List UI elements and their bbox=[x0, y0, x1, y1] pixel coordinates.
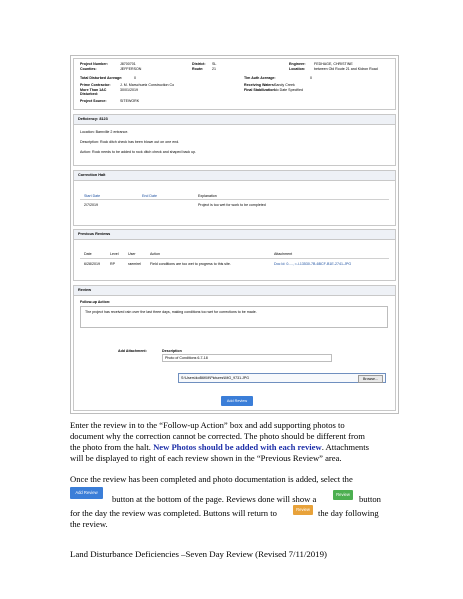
counties-value: JEFFERSON bbox=[120, 67, 142, 71]
tim-auth-value: 0 bbox=[310, 76, 312, 80]
file-input[interactable] bbox=[178, 373, 386, 383]
prev-col-attachment: Attachment bbox=[274, 252, 293, 256]
district-value: SL bbox=[212, 62, 217, 66]
file-path: S:\Users\koB6KM\Pictures\IMG_9731.JPG bbox=[181, 376, 250, 380]
instruction-line-7b: the day following bbox=[318, 508, 379, 518]
receiving-waters-value: Sandy Creek bbox=[274, 83, 295, 87]
followup-text: The project has received rain over the last three days, making conditions too wet for corrections to be made. bbox=[85, 310, 257, 314]
engineer-value: FEDHAGE, CHRISTINE bbox=[314, 62, 353, 66]
project-source-label: Project Source: bbox=[80, 99, 107, 103]
description-input[interactable] bbox=[162, 354, 332, 362]
prev-divider bbox=[80, 258, 389, 259]
more-than-value: 30/01/2019 bbox=[120, 88, 138, 92]
halt-col-start[interactable]: Start Date bbox=[84, 194, 101, 198]
tim-auth-label: Tim Auth Acreage: bbox=[244, 76, 276, 80]
instruction-line-6b: button bbox=[359, 494, 381, 504]
instruction-line-1: Enter the review in to the “Follow-up Action” box and add supporting photos to bbox=[70, 420, 345, 430]
receiving-waters-label: Receiving Waters: bbox=[244, 83, 276, 87]
correction-halt-panel bbox=[73, 170, 396, 226]
previous-reviews-heading: Previous Reviews bbox=[78, 232, 111, 236]
followup-textarea[interactable] bbox=[80, 306, 388, 328]
prev-col-action: Action bbox=[150, 252, 160, 256]
district-label: District: bbox=[192, 62, 206, 66]
example-review-orange-button bbox=[293, 505, 313, 515]
deficiency-location: Location: Barnville 2 entrance. bbox=[80, 130, 129, 134]
page-footer: Land Disturbance Deficiencies –Seven Day Review (Revised 7/11/2019) bbox=[70, 549, 327, 559]
deficiency-description: Description: Rock ditch check has been blown out on one end. bbox=[80, 140, 180, 144]
inspection-screenshot bbox=[70, 55, 399, 414]
engineer-label: Engineer: bbox=[289, 62, 306, 66]
description-value: Photo of Conditions 6-7-18 bbox=[165, 356, 208, 360]
route-value: 21 bbox=[212, 67, 216, 71]
review-heading: Review bbox=[78, 288, 92, 292]
location-value: between Old Route 21 and Kidron Road bbox=[314, 67, 378, 71]
prime-contractor-label: Prime Contractor: bbox=[80, 83, 111, 87]
location-label: Location: bbox=[289, 67, 306, 71]
add-review-button[interactable] bbox=[221, 396, 253, 406]
halt-explanation: Project is too wet for work to be completed bbox=[198, 203, 266, 207]
instruction-line-3 bbox=[70, 442, 369, 453]
instruction-line-3a: the photo from the halt. bbox=[70, 442, 154, 452]
total-disturbed-label: Total Disturbed Acreage: bbox=[80, 76, 123, 80]
counties-label: Counties: bbox=[80, 67, 97, 71]
route-label: Route: bbox=[192, 67, 204, 71]
instruction-line-3c: . Attachments bbox=[321, 442, 369, 452]
prev-date: 6/28/2019 bbox=[84, 262, 100, 266]
add-attachment-label: Add Attachment: bbox=[118, 349, 147, 353]
halt-col-end[interactable]: End Date bbox=[142, 194, 157, 198]
final-stab-value: No Date Specified bbox=[274, 88, 303, 92]
deficiency-action: Action: Rock needs to be added to rock ditch check and shaped back up. bbox=[80, 150, 197, 154]
halt-start-date: 2/7/2019 bbox=[84, 203, 98, 207]
instruction-emphasis: New Photos should be added with each review bbox=[153, 442, 322, 452]
prev-col-user: User bbox=[128, 252, 136, 256]
deficiency-header bbox=[74, 115, 395, 125]
add-review-label: Add Review bbox=[226, 399, 248, 403]
previous-reviews-header bbox=[74, 230, 395, 240]
example-review-orange-label: Review bbox=[296, 507, 310, 512]
correction-halt-heading: Correction Halt bbox=[78, 173, 106, 177]
prime-contractor-value: J. M. Marschuetz Construction Co bbox=[120, 83, 175, 87]
review-header bbox=[74, 286, 395, 296]
instruction-line-2: document why the correction cannot be corrected. The photo should be different from bbox=[70, 431, 365, 441]
previous-reviews-panel bbox=[73, 229, 396, 281]
instruction-line-7a: for the day the review was completed. Buttons will return to bbox=[70, 508, 277, 518]
instruction-line-8: the review. bbox=[70, 519, 108, 529]
project-number-value: J8700701 bbox=[120, 62, 136, 66]
prev-level: RP bbox=[110, 262, 115, 266]
example-add-review-button bbox=[70, 487, 103, 499]
deficiency-heading: Deficiency: 8123 bbox=[78, 117, 108, 121]
prev-col-level: Level bbox=[110, 252, 119, 256]
instruction-line-4: will be displayed to right of each review shown in the “Previous Review” area. bbox=[70, 453, 342, 463]
final-stab-label: Final Stabilization: bbox=[244, 88, 276, 92]
prev-col-date: Date bbox=[84, 252, 92, 256]
prev-user: raemirel bbox=[128, 262, 141, 266]
example-review-green-label: Review bbox=[336, 492, 350, 497]
project-number-label: Project Number: bbox=[80, 62, 108, 66]
review-panel bbox=[73, 285, 396, 411]
prev-action: Field conditions are too wet to progress to this site. bbox=[150, 262, 231, 266]
browse-label: Browse... bbox=[363, 377, 378, 381]
total-disturbed-value: 0 bbox=[134, 76, 136, 80]
prev-attachment-link[interactable]: Doc Id: 0-..., =-l-13530-7B-6BCF-B1E-2741-JPG bbox=[274, 262, 352, 266]
project-source-value: SITEWORK bbox=[120, 99, 140, 103]
correction-halt-header bbox=[74, 171, 395, 181]
browse-button[interactable] bbox=[358, 375, 383, 383]
example-add-review-label: Add Review bbox=[75, 490, 98, 495]
instruction-line-5: Once the review has been completed and photo documentation is added, select the bbox=[70, 474, 353, 484]
more-than-label: More Than 1AC Disturbed: bbox=[80, 88, 107, 97]
project-info-panel bbox=[73, 58, 396, 110]
instruction-line-6a: button at the bottom of the page. Reviews done will show a bbox=[112, 494, 317, 504]
halt-col-explanation: Explanation bbox=[198, 194, 217, 198]
description-label: Description bbox=[162, 349, 182, 353]
halt-divider bbox=[80, 199, 389, 200]
example-review-green-button bbox=[333, 490, 353, 500]
followup-label: Follow-up Action: bbox=[80, 300, 111, 304]
deficiency-panel bbox=[73, 114, 396, 166]
